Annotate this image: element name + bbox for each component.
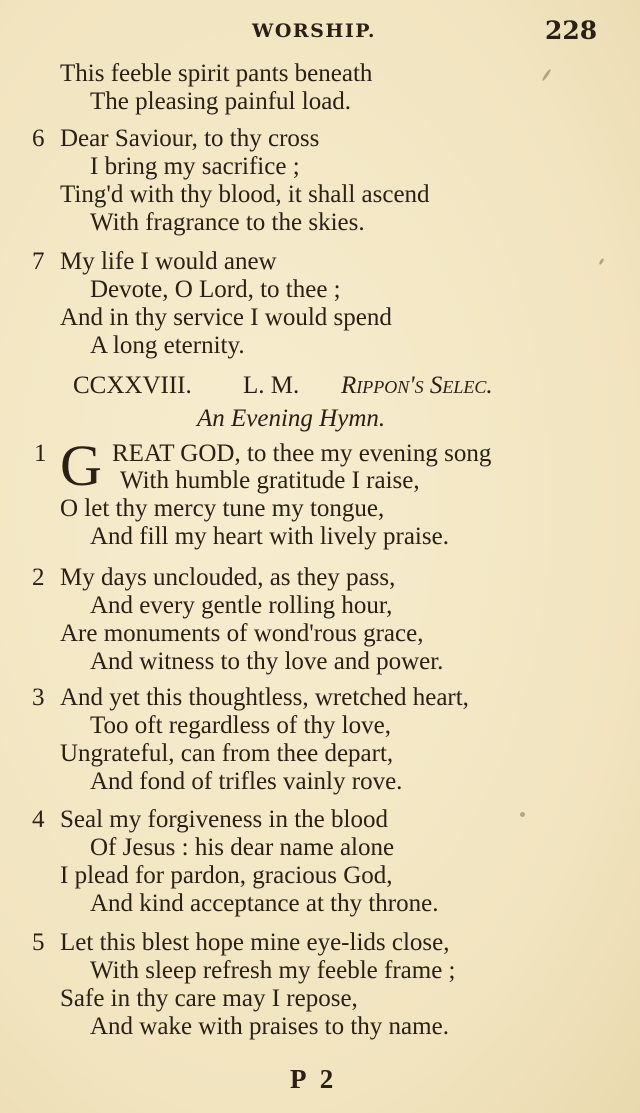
verse-line: Are monuments of wond'rous grace, (60, 620, 424, 647)
hymn-source: Rippon's Selec. (341, 372, 493, 399)
hymn-meter: L. M. (243, 372, 300, 399)
paper-speck (541, 68, 551, 81)
verse-line: Dear Saviour, to thy cross (60, 125, 320, 152)
verse-number: 7 (32, 248, 45, 275)
verse-line: Seal my forgiveness in the blood (60, 806, 388, 833)
verse-line: Of Jesus : his dear name alone (90, 834, 395, 861)
verse-line: And fill my heart with lively praise. (90, 523, 449, 550)
verse-line: With humble gratitude I raise, (120, 467, 420, 494)
drop-cap: G (60, 433, 102, 498)
verse-line: My life I would anew (60, 248, 277, 275)
verse-line: I bring my sacrifice ; (90, 153, 300, 180)
hymn-heading (73, 372, 563, 402)
paper-speck (598, 258, 604, 266)
verse-number: 6 (32, 125, 45, 152)
verse-line: This feeble spirit pants beneath (60, 60, 373, 87)
verse-line: The pleasing painful load. (90, 88, 352, 115)
hymn-number: CCXXVIII. (73, 372, 192, 399)
hymn-subtitle: An Evening Hymn. (197, 405, 386, 432)
verse-number: 1 (34, 440, 47, 467)
verse-line: A long eternity. (90, 332, 245, 359)
verse-line: Ungrateful, can from thee depart, (60, 740, 394, 767)
verse-line: I plead for pardon, gracious God, (60, 862, 393, 889)
page-header (0, 16, 640, 50)
verse-line: Let this blest hope mine eye-lids close, (60, 929, 450, 956)
paper-speck (520, 812, 525, 817)
verse-number: 5 (32, 929, 45, 956)
verse-line: And yet this thoughtless, wretched heart, (60, 684, 469, 711)
verse-line: REAT GOD, to thee my evening song (112, 440, 492, 467)
page-number: 228 (545, 16, 598, 45)
verse-line: With fragrance to the skies. (90, 209, 365, 236)
verse-line: Ting'd with thy blood, it shall ascend (60, 181, 430, 208)
verse-line: And in thy service I would spend (60, 304, 392, 331)
verse-line: O let thy mercy tune my tongue, (60, 495, 385, 522)
verse-line: And every gentle rolling hour, (90, 592, 393, 619)
verse-line: Devote, O Lord, to thee ; (90, 276, 341, 303)
verse-line: Safe in thy care may I repose, (60, 985, 358, 1012)
verse-line: And fond of trifles vainly rove. (90, 768, 403, 795)
verse-line: My days unclouded, as they pass, (60, 564, 396, 591)
signature-mark: P 2 (290, 1064, 338, 1094)
verse-line: And witness to thy love and power. (90, 648, 444, 675)
verse-line: And wake with praises to thy name. (90, 1013, 449, 1040)
verse-line: With sleep refresh my feeble frame ; (90, 957, 456, 984)
verse-line: And kind acceptance at thy throne. (90, 890, 439, 917)
verse-number: 3 (32, 684, 45, 711)
verse-number: 4 (32, 806, 45, 833)
running-head: WORSHIP. (252, 20, 376, 42)
verse-number: 2 (32, 564, 45, 591)
verse-line: Too oft regardless of thy love, (90, 712, 391, 739)
